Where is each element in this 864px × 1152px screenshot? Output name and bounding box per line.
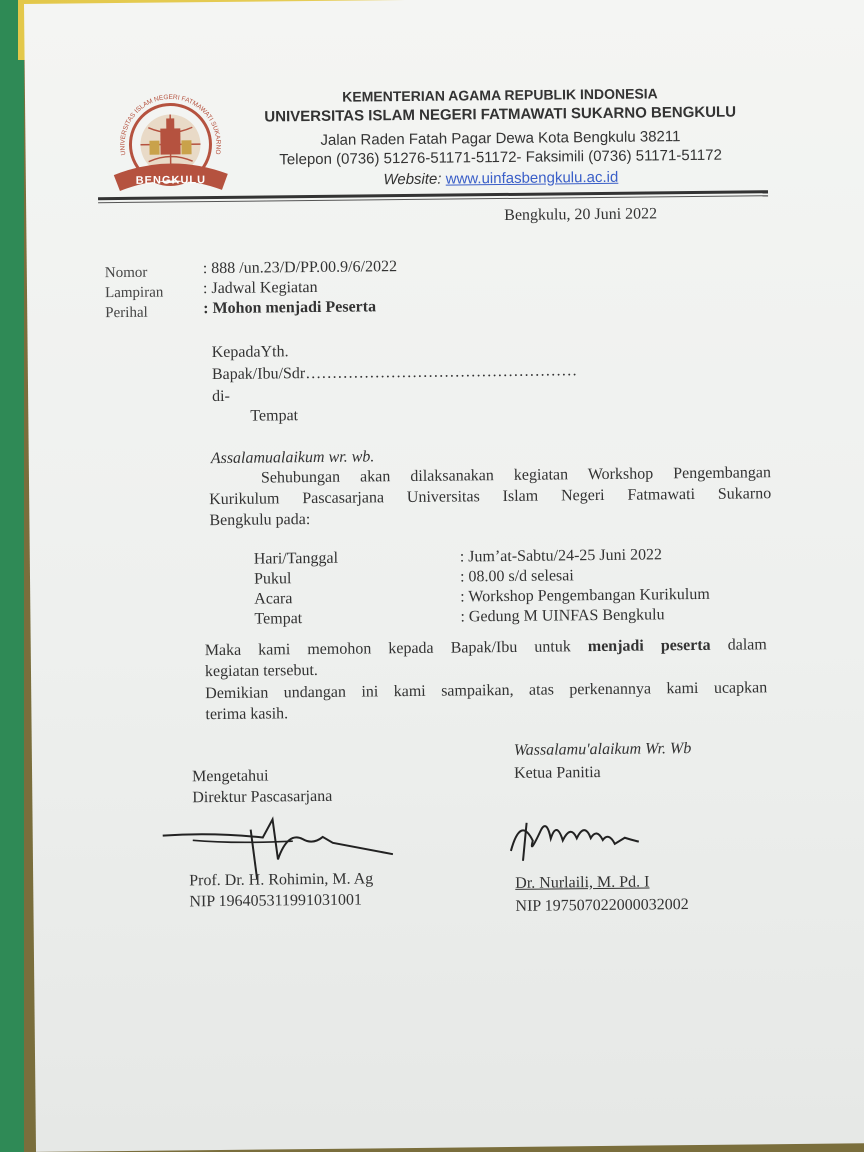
perihal-label: Perihal <box>105 304 148 322</box>
website-link[interactable]: www.uinfasbengkulu.ac.id <box>445 168 619 188</box>
schedule-label-date: Hari/Tanggal <box>253 549 339 568</box>
recipient-line2: Bapak/Ibu/Sdr…………………………………………… <box>211 362 578 384</box>
lampiran-value: : Jadwal Kegiatan <box>202 278 318 298</box>
logo-arc-text: UNIVERSITAS ISLAM NEGERI FATMAWATI SUKARNO <box>119 93 222 156</box>
letter-date: Bengkulu, 20 Juni 2022 <box>504 205 658 224</box>
nomor-value: : 888 /un.23/D/PP.00.9/6/2022 <box>202 258 398 278</box>
letterhead-ministry: KEMENTERIAN AGAMA REPUBLIK INDONESIA <box>342 85 658 105</box>
schedule-value-date: : Jum’at-Sabtu/24-25 Juni 2022 <box>459 546 663 566</box>
para1-line2: Kurikulum Pascasarjana Universitas Islam Negeri Fatmawati Sukarno <box>209 485 772 509</box>
recipient-line4: Tempat <box>250 407 299 425</box>
letterhead-university: UNIVERSITAS ISLAM NEGERI FATMAWATI SUKARNO BENGKULU <box>264 103 737 126</box>
letterhead-phone: Telepon (0736) 51276-51171-51172- Faksimili (0736) 51171-51172 <box>279 146 722 169</box>
schedule-label-time: Pukul <box>253 570 292 588</box>
recipient-line3: di- <box>212 387 230 406</box>
closing-salutation: Wassalamu'alaikum Wr. Wb <box>513 740 692 759</box>
para2-text-post: dalam <box>710 636 767 654</box>
right-role: Ketua Panitia <box>513 764 601 782</box>
logo-banner-text: BENGKULU <box>135 174 207 187</box>
schedule-value-event: : Workshop Pengembangan Kurikulum <box>460 585 710 606</box>
letterhead-website <box>251 167 751 189</box>
schedule-value-place: : Gedung M UINFAS Bengkulu <box>460 606 665 626</box>
letter-paper <box>24 0 864 1152</box>
left-signatory-name: Prof. Dr. H. Rohimin, M. Ag <box>189 870 374 890</box>
lampiran-label: Lampiran <box>104 284 164 302</box>
para3-line1: Demikian undangan ini kami sampaikan, atas perkenannya kami ucapkan <box>205 679 768 703</box>
right-handwritten-signature <box>502 809 663 871</box>
background-green <box>0 0 24 1152</box>
para2-line1 <box>205 636 767 660</box>
letterhead-address: Jalan Raden Fatah Pagar Dewa Kota Bengkulu 38211 <box>320 128 681 149</box>
para1-line3: Bengkulu pada: <box>209 511 311 530</box>
greeting: Assalamualaikum wr. wb. <box>210 448 375 468</box>
left-role: Direktur Pascasarjana <box>192 787 333 807</box>
para2-line2: kegiatan tersebut. <box>204 661 318 681</box>
left-signatory-nip: NIP 196405311991031001 <box>189 891 363 911</box>
para1-line1: Sehubungan akan dilaksanakan kegiatan Workshop Pengembangan <box>260 464 772 487</box>
right-signatory-nip: NIP 197507022000032002 <box>515 896 689 915</box>
nomor-label: Nomor <box>104 264 148 282</box>
perihal-value: : Mohon menjadi Peserta <box>203 298 377 318</box>
para2-text-bold: menjadi peserta <box>587 636 711 656</box>
para3-line2: terima kasih. <box>205 705 289 724</box>
left-acknowledge: Mengetahui <box>192 767 269 786</box>
university-logo <box>103 82 239 203</box>
schedule-label-event: Acara <box>254 590 293 608</box>
schedule-label-place: Tempat <box>254 610 303 628</box>
website-label: Website: <box>383 170 442 189</box>
right-signatory-name: Dr. Nurlaili, M. Pd. I <box>515 873 650 892</box>
recipient-line1: KepadaYth. <box>211 343 289 362</box>
schedule-value-time: : 08.00 s/d selesai <box>459 567 574 586</box>
para2-text-pre: Maka kami memohon kepada Bapak/Ibu untuk <box>204 638 588 660</box>
